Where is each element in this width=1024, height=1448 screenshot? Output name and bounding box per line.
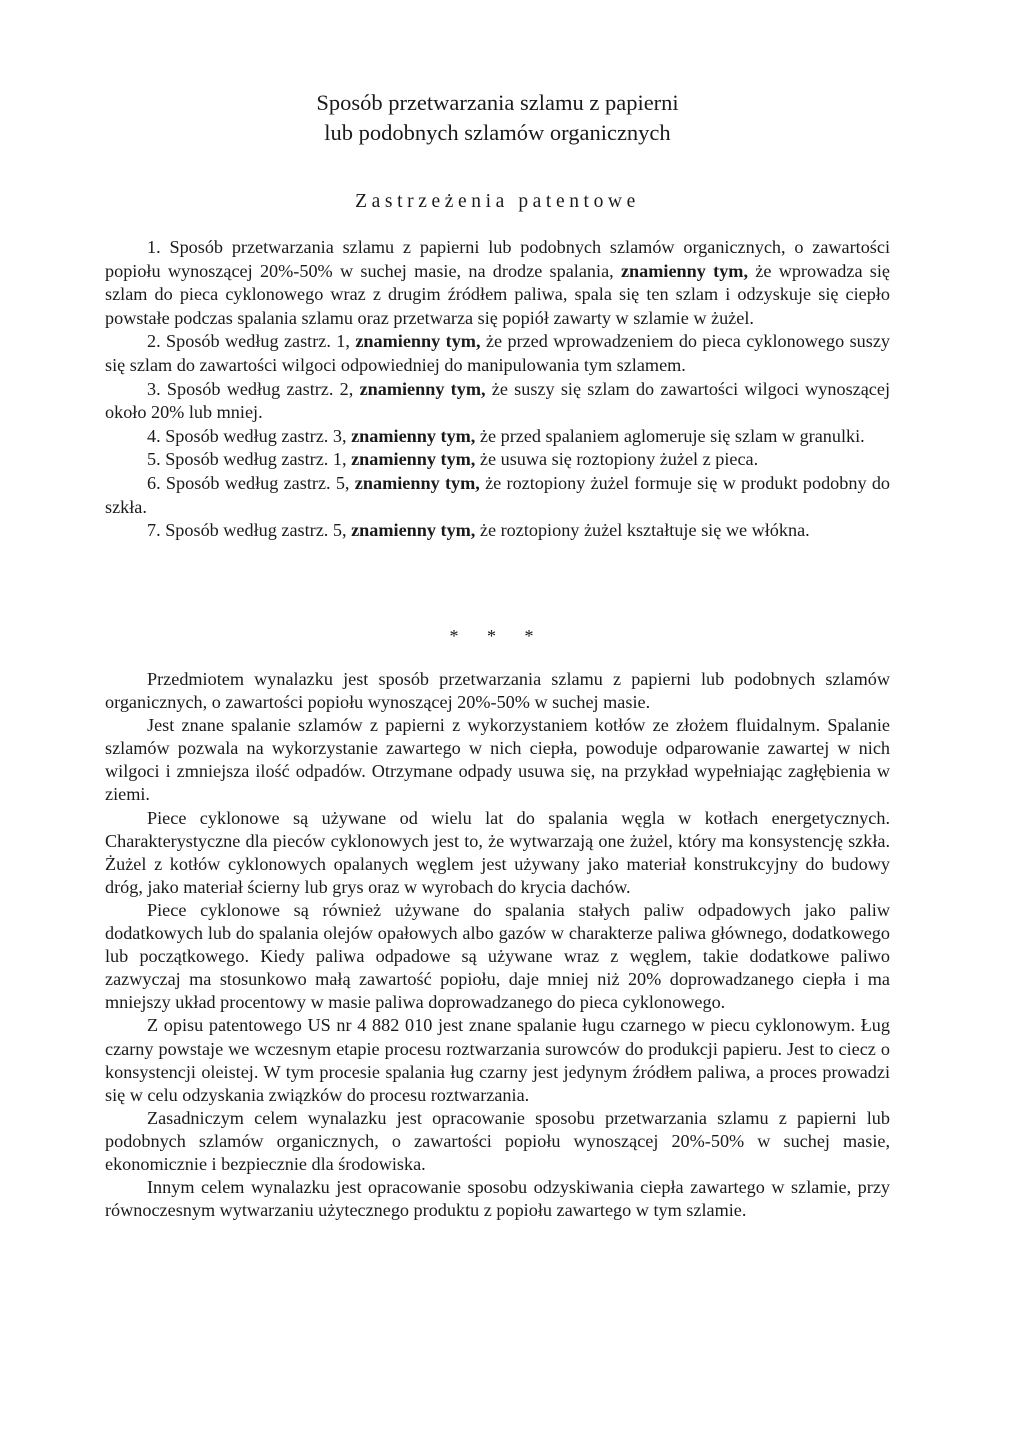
- claim-item: 7. Sposób według zastrz. 5, znamienny tym, że roztopiony żużel kształtuje się we włókna.: [147, 520, 810, 541]
- claim-characterizing-phrase: znamienny tym,: [351, 449, 476, 470]
- description-paragraph: Innym celem wynalazku jest opracowanie sposobu odzyskiwania ciepła zawartego w szlamie, przy równoczesnym wytwarzaniu użytecznego produktu z popiołu zawartego w tym szlamie.: [105, 1177, 890, 1221]
- claim-number: 7.: [147, 520, 161, 541]
- claim-characterizing-phrase: znamienny tym,: [354, 472, 480, 493]
- claim-number: 2.: [147, 331, 161, 352]
- description-paragraph: Jest znane spalanie szlamów z papierni z wykorzystaniem kotłów ze złożem fluidalnym. Spalanie szlamów pozwala na wykorzystanie zawartego w nich ciepła, powoduje odparowanie zawartej w nich wilgoci i zmniejsza ilość odpadów. Otrzymane odpady usuwa się, na przykład wypełniając zagłębienia w ziemi.: [105, 715, 890, 805]
- claim-item: 5. Sposób według zastrz. 1, znamienny tym, że usuwa się roztopiony żużel z pieca.: [147, 449, 759, 470]
- claim-number: 6.: [147, 472, 161, 493]
- claim-characterizing-phrase: znamienny tym,: [351, 520, 476, 541]
- claim-number: 4.: [147, 425, 161, 446]
- title-line-2: lub podobnych szlamów organicznych: [324, 120, 671, 145]
- section-separator: * * *: [449, 626, 546, 646]
- claim-characterizing-phrase: znamienny tym,: [359, 378, 486, 399]
- claims-list: [105, 236, 890, 543]
- description-paragraph: Z opisu patentowego US nr 4 882 010 jest znane spalanie ługu czarnego w piecu cyklonowym. Ług czarny powstaje we wczesnym etapie procesu roztwarzania surowców do produkcji papieru. Jest to ciecz o konsystencji oleistej. W tym procesie spalania ług czarny jest jedynym źródłem paliwa, a proces prowadzi się w celu odzyskania związków do procesu roztwarzania.: [105, 1015, 890, 1105]
- claim-characterizing-phrase: znamienny tym,: [351, 425, 476, 446]
- claim-item: 1. Sposób przetwarzania szlamu z papierni lub podobnych szlamów organicznych, o zawartości popiołu wynoszącej 20%-50% w suchej masie, na drodze spalania, znamienny tym, że wprowadza się szlam do pieca cyklonowego wraz z drugim źródłem paliwa, spala się ten szlam i odzyskuje się ciepło powstałe podczas spalania szlamu oraz przetwarza się popiół zawarty w szlamie w żużel.: [105, 237, 890, 328]
- document-page: [105, 88, 891, 1221]
- document-title: [105, 88, 890, 148]
- title-line-1: Sposób przetwarzania szlamu z papierni: [316, 90, 679, 115]
- claim-item: 4. Sposób według zastrz. 3, znamienny tym, że przed spalaniem aglomeruje się szlam w granulki.: [147, 425, 865, 446]
- claims-heading: Zastrzeżenia patentowe: [355, 191, 640, 212]
- description-paragraph: Piece cyklonowe są używane od wielu lat do spalania węgla w kotłach energetycznych. Charakterystyczne dla pieców cyklonowych jest to, że wytwarzają one żużel, który ma konsystencję szkła. Żużel z kotłów cyklonowych opalanych węglem jest używany jako materiał konstrukcyjny do budowy dróg, jako materiał ścierny lub grys oraz w wyrobach do krycia dachów.: [105, 807, 890, 897]
- claim-item: 2. Sposób według zastrz. 1, znamienny tym, że przed wprowadzeniem do pieca cyklonowego suszy się szlam do zawartości wilgoci odpowiedniej do manipulowania tym szlamem.: [105, 331, 890, 375]
- claim-number: 3.: [147, 378, 161, 399]
- description-paragraph: Piece cyklonowe są również używane do spalania stałych paliw odpadowych jako paliw dodatkowych lub do spalania olejów opałowych albo gazów w charakterze paliwa głównego, dodatkowego lub początkowego. Kiedy paliwa odpadowe są używane wraz z węglem, takie dodatkowe paliwo zazwyczaj ma stosunkowo małą zawartość popiołu, daje mniej niż 20% doprowadzanego ciepła i ma mniejszy układ procentowy w masie paliwa doprowadzanego do pieca cyklonowego.: [105, 899, 890, 1013]
- description-paragraph: Przedmiotem wynalazku jest sposób przetwarzania szlamu z papierni lub podobnych szlamów organicznych, o zawartości popiołu wynoszącej 20%-50% w suchej masie.: [105, 669, 890, 713]
- description-paragraph: Zasadniczym celem wynalazku jest opracowanie sposobu przetwarzania szlamu z papierni lub podobnych szlamów organicznych, o zawartości popiołu wynoszącej 20%-50% w suchej masie, ekonomicznie i bezpiecznie dla środowiska.: [105, 1107, 890, 1174]
- claim-item: 3. Sposób według zastrz. 2, znamienny tym, że suszy się szlam do zawartości wilgoci wynoszącej około 20% lub mniej.: [105, 378, 891, 423]
- claim-characterizing-phrase: znamienny tym,: [620, 260, 748, 281]
- description-body: [105, 668, 890, 1222]
- claim-number: 5.: [147, 449, 161, 470]
- claim-item: 6. Sposób według zastrz. 5, znamienny tym, że roztopiony żużel formuje się w produkt podobny do szkła.: [105, 472, 891, 517]
- claim-characterizing-phrase: znamienny tym,: [355, 331, 481, 352]
- claim-number: 1.: [147, 237, 161, 257]
